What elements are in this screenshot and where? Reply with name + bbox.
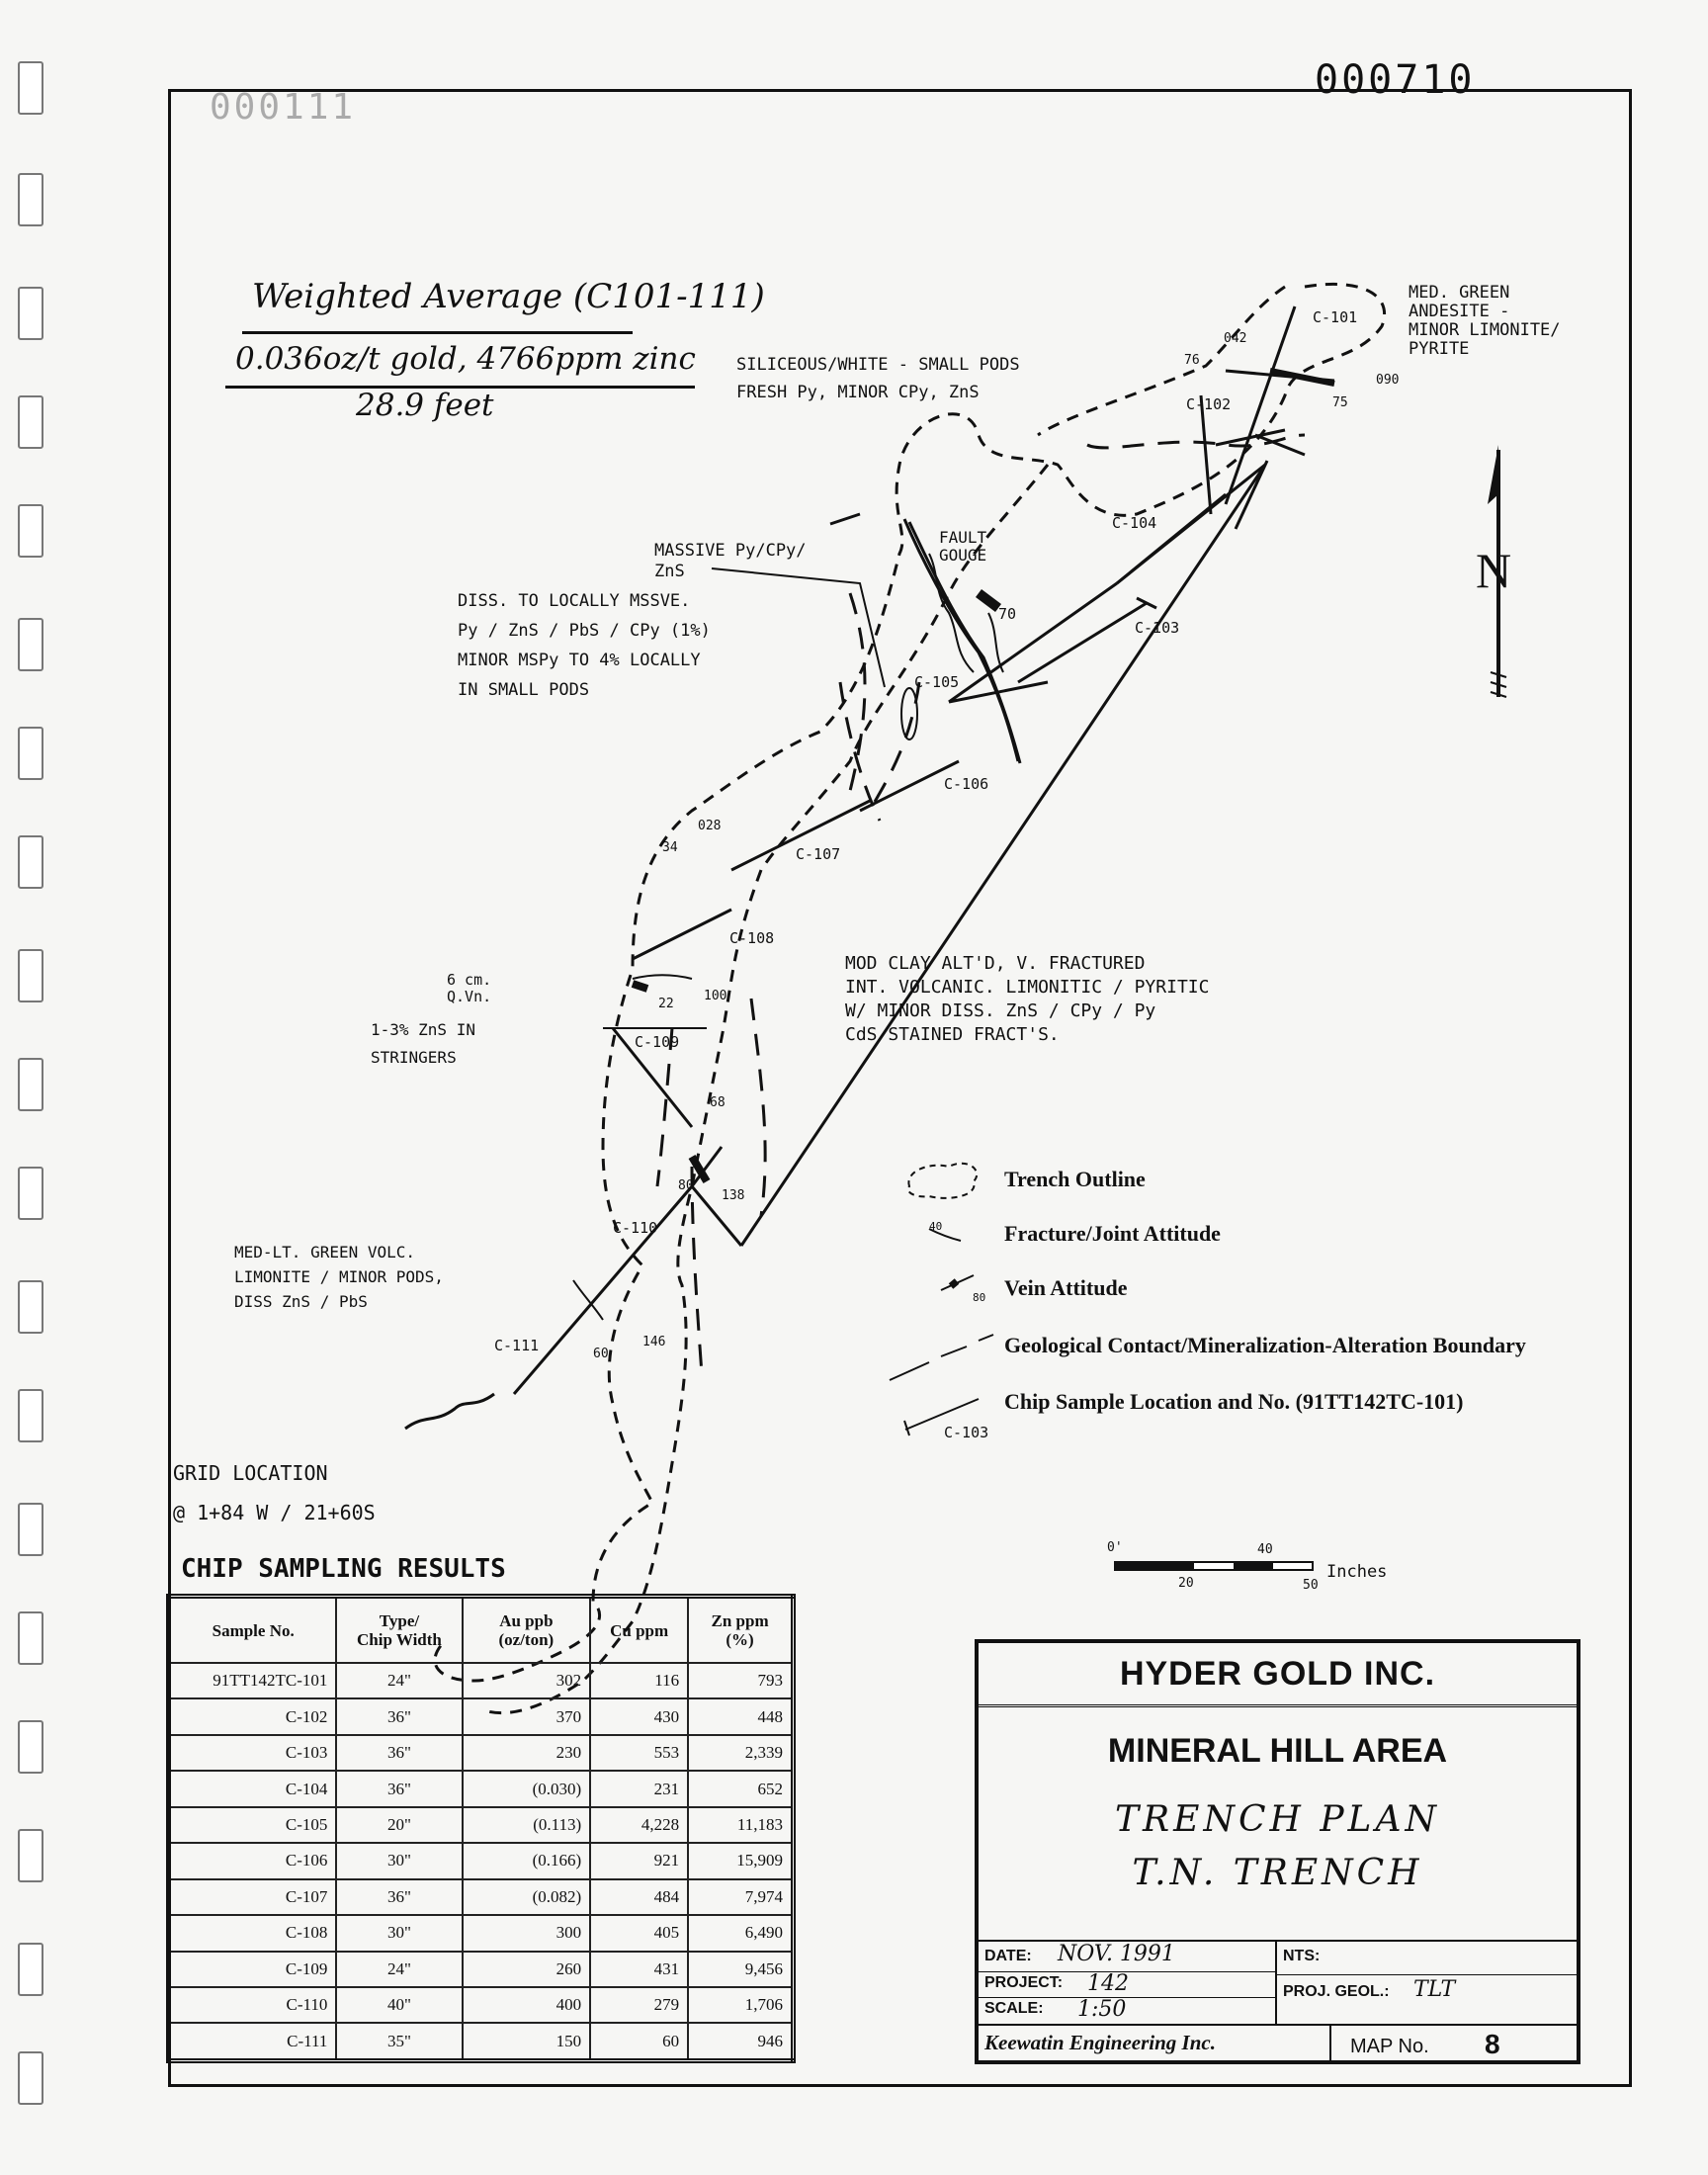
divider [1275, 1974, 1577, 1975]
cu-cell: 231 [590, 1771, 688, 1806]
au-cell: 370 [463, 1698, 591, 1734]
zn-cell: 2,339 [688, 1735, 793, 1771]
vein-mark [633, 984, 647, 989]
grid-location: GRID LOCATION @ 1+84 W / 21+60S [173, 1461, 376, 1524]
cu-cell: 405 [590, 1915, 688, 1951]
note-andesite: MED. GREEN ANDESITE - MINOR LIMONITE/ PYRITE [1409, 283, 1561, 359]
table-row [169, 1663, 794, 1698]
table-row [169, 1735, 794, 1771]
zn-cell: 946 [688, 2023, 793, 2060]
title-block [975, 1639, 1580, 2064]
cu-cell: 430 [590, 1698, 688, 1734]
medlt-pointer [573, 1280, 603, 1320]
attitude-label: 75 [1332, 395, 1348, 410]
scale-bar [1115, 1562, 1313, 1570]
cu-cell: 116 [590, 1663, 688, 1698]
width-cell: 36" [336, 1698, 462, 1734]
width-cell: 30" [336, 1843, 462, 1878]
column-header [688, 1597, 793, 1664]
sample-label-c101: C-101 [1313, 308, 1358, 326]
sample-cell: C-106 [169, 1843, 337, 1878]
attitude-label: 090 [1376, 373, 1400, 388]
zn-cell: 793 [688, 1663, 793, 1698]
attitude-label: 138 [722, 1188, 745, 1203]
sample-label-c107: C-107 [796, 845, 841, 863]
sample-cell: C-108 [169, 1915, 337, 1951]
note-green-volcanic: MED-LT. GREEN VOLC. LIMONITE / MINOR PODS, DISS ZnS / PbS [234, 1243, 444, 1311]
width-cell: 24" [336, 1952, 462, 1987]
legend-vein-value: 80 [973, 1291, 986, 1304]
sample-label-c106: C-106 [944, 775, 989, 793]
legend-vein-attitude: Vein Attitude [1004, 1275, 1128, 1300]
grid-pointer [405, 1394, 494, 1429]
sample-label-c108: C-108 [729, 929, 775, 947]
legend-chip-sample: Chip Sample Location and No. (91TT142TC-101) [1004, 1389, 1464, 1414]
au-cell: (0.113) [463, 1807, 591, 1843]
width-cell: 40" [336, 1987, 462, 2023]
column-header-text: Sample No. [212, 1620, 295, 1640]
attitude-label: 60 [593, 1347, 609, 1361]
weighted-average-values: 0.036oz/t gold, 4766ppm zinc [235, 341, 696, 377]
sample-label-c105: C-105 [914, 673, 960, 691]
width-cell: 24" [336, 1663, 462, 1698]
au-cell: (0.082) [463, 1879, 591, 1915]
attitude-label: 146 [642, 1335, 666, 1349]
note-quartz-vein: 6 cm. Q.Vn. [447, 971, 492, 1005]
scale-label: SCALE: [984, 2000, 1044, 2017]
attitude-label: 80 [678, 1178, 694, 1193]
firm-name: Keewatin Engineering Inc. [984, 2031, 1216, 2054]
width-cell: 35" [336, 2023, 462, 2060]
width-cell: 30" [336, 1915, 462, 1951]
cu-cell: 279 [590, 1987, 688, 2023]
column-header [463, 1597, 591, 1664]
pod [901, 688, 917, 740]
project-value: 142 [1087, 1971, 1129, 1996]
zn-cell: 11,183 [688, 1807, 793, 1843]
zn-cell: 15,909 [688, 1843, 793, 1878]
cu-cell: 431 [590, 1952, 688, 1987]
zn-cell: 9,456 [688, 1952, 793, 1987]
table-header-row [169, 1597, 794, 1664]
column-header [169, 1597, 337, 1664]
table-row [169, 2023, 794, 2060]
legend-trench-outline: Trench Outline [1004, 1167, 1146, 1191]
sample-cell: C-109 [169, 1952, 337, 1987]
drawing-title: TRENCH PLAN [1115, 1799, 1440, 1840]
sample-cell: C-111 [169, 2023, 337, 2060]
note-disseminated: DISS. TO LOCALLY MSSVE. Py / ZnS / PbS / CPy (1%) MINOR MSPy TO 4% LOCALLY IN SMALL PODS [458, 591, 711, 700]
attitude-label: 34 [662, 840, 678, 855]
scale-label: 50 [1303, 1578, 1319, 1593]
au-cell: 150 [463, 2023, 591, 2060]
note-siliceous: SILICEOUS/WHITE - SMALL PODS FRESH Py, MINOR CPy, ZnS [736, 355, 1020, 402]
au-cell: 230 [463, 1735, 591, 1771]
page-number: 000710 [1315, 57, 1476, 103]
sample-label-c111: C-111 [494, 1337, 540, 1354]
sample-cell: C-110 [169, 1987, 337, 2023]
sample-cell: C-104 [169, 1771, 337, 1806]
map-number: 8 [1485, 2029, 1500, 2059]
company-name: HYDER GOLD INC. [979, 1643, 1577, 1707]
results-title: CHIP SAMPLING RESULTS [181, 1554, 506, 1584]
width-cell: 20" [336, 1807, 462, 1843]
divider [1329, 2024, 1331, 2062]
table-row [169, 1807, 794, 1843]
chip-sampling-table [166, 1594, 796, 2063]
sample-cell: 91TT142TC-101 [169, 1663, 337, 1698]
table-row [169, 1843, 794, 1878]
zn-cell: 448 [688, 1698, 793, 1734]
zn-cell: 1,706 [688, 1987, 793, 2023]
divider [1275, 1942, 1277, 2024]
width-cell: 36" [336, 1879, 462, 1915]
geologist-label: PROJ. GEOL.: [1283, 1983, 1390, 2000]
cu-cell: 484 [590, 1879, 688, 1915]
au-cell: (0.030) [463, 1771, 591, 1806]
scale-label: 20 [1178, 1576, 1194, 1591]
cu-cell: 4,228 [590, 1807, 688, 1843]
table-row [169, 1771, 794, 1806]
scale-units: Inches [1326, 1562, 1388, 1582]
weighted-average-length: 28.9 feet [356, 388, 494, 423]
scale-label: 0' [1107, 1540, 1123, 1555]
attitude-label: 76 [1184, 353, 1200, 368]
sample-cell: C-102 [169, 1698, 337, 1734]
scale-value: 1:50 [1077, 1997, 1127, 2022]
drawing-subtitle: T.N. TRENCH [1132, 1853, 1423, 1893]
faint-page-number: 000111 [210, 87, 357, 128]
north-label: N [1476, 543, 1512, 598]
attitude-label: 68 [710, 1095, 726, 1110]
note-fault-gouge: FAULT GOUGE [939, 528, 987, 565]
legend-fracture-joint: Fracture/Joint Attitude [1004, 1221, 1221, 1246]
cu-cell: 553 [590, 1735, 688, 1771]
zn-cell: 6,490 [688, 1915, 793, 1951]
au-cell: 302 [463, 1663, 591, 1698]
sample-cell: C-105 [169, 1807, 337, 1843]
sample-label-c103: C-103 [1135, 619, 1180, 637]
divider [979, 2024, 1577, 2026]
column-header [590, 1597, 688, 1664]
date-label: DATE: [984, 1948, 1032, 1964]
au-cell: 300 [463, 1915, 591, 1951]
table-row [169, 1698, 794, 1734]
cu-cell: 921 [590, 1843, 688, 1878]
sample-label-c104: C-104 [1112, 514, 1157, 532]
vein-mark [979, 593, 998, 608]
legend-chip-example: C-103 [944, 1424, 989, 1441]
attitude-label: 70 [998, 605, 1017, 623]
scale-label: 40 [1257, 1542, 1273, 1557]
zn-cell: 7,974 [688, 1879, 793, 1915]
vein-c102 [1270, 371, 1334, 384]
geologist-value: TLT [1413, 1977, 1456, 2002]
column-header-text: Zn ppm (%) [711, 1611, 769, 1649]
au-cell: 260 [463, 1952, 591, 1987]
underline [242, 331, 633, 334]
map-number-label: MAP No. [1350, 2036, 1429, 2057]
au-cell: (0.166) [463, 1843, 591, 1878]
table-row [169, 1952, 794, 1987]
sample-label-c102: C-102 [1186, 395, 1232, 413]
table-row [169, 1879, 794, 1915]
sample-cell: C-103 [169, 1735, 337, 1771]
title-block-details [979, 1940, 1577, 2062]
attitude-label: 22 [658, 997, 674, 1011]
date-value: NOV. 1991 [1058, 1942, 1175, 1966]
note-zns-stringers: 1-3% ZnS IN STRINGERS [371, 1020, 475, 1067]
column-header-text: Type/ Chip Width [357, 1611, 442, 1649]
width-cell: 36" [336, 1771, 462, 1806]
cu-cell: 60 [590, 2023, 688, 2060]
width-cell: 36" [336, 1735, 462, 1771]
legend-fracture-value: 40 [929, 1220, 943, 1233]
divider [979, 1997, 1275, 1998]
note-clay-altered: MOD CLAY ALT'D, V. FRACTURED INT. VOLCANIC. LIMONITIC / PYRITIC W/ MINOR DISS. ZnS / CPy / Py CdS STAINED FRACT'S. [845, 953, 1210, 1045]
attitude-label: 028 [698, 819, 722, 833]
zn-cell: 652 [688, 1771, 793, 1806]
project-label: PROJECT: [984, 1974, 1064, 1991]
qvn-pointer [633, 975, 692, 979]
note-massive-sulphide: MASSIVE Py/CPy/ ZnS [654, 541, 807, 581]
column-header [336, 1597, 462, 1664]
attitude-label: 100 [704, 989, 727, 1003]
column-header-text: Au ppb (oz/ton) [498, 1611, 555, 1649]
sample-label-c110: C-110 [613, 1219, 658, 1237]
nts-label: NTS: [1283, 1948, 1321, 1964]
column-header-text: Cu ppm [610, 1620, 669, 1640]
au-cell: 400 [463, 1987, 591, 2023]
sample-cell: C-107 [169, 1879, 337, 1915]
table-row [169, 1987, 794, 2023]
area-name: MINERAL HILL AREA [1107, 1732, 1448, 1770]
legend-geological-contact: Geological Contact/Mineralization-Alteration Boundary [1004, 1333, 1526, 1357]
table-row [169, 1915, 794, 1951]
weighted-average-title: Weighted Average (C101-111) [252, 277, 765, 316]
attitude-label: 042 [1224, 331, 1247, 346]
sample-label-c109: C-109 [635, 1033, 680, 1051]
